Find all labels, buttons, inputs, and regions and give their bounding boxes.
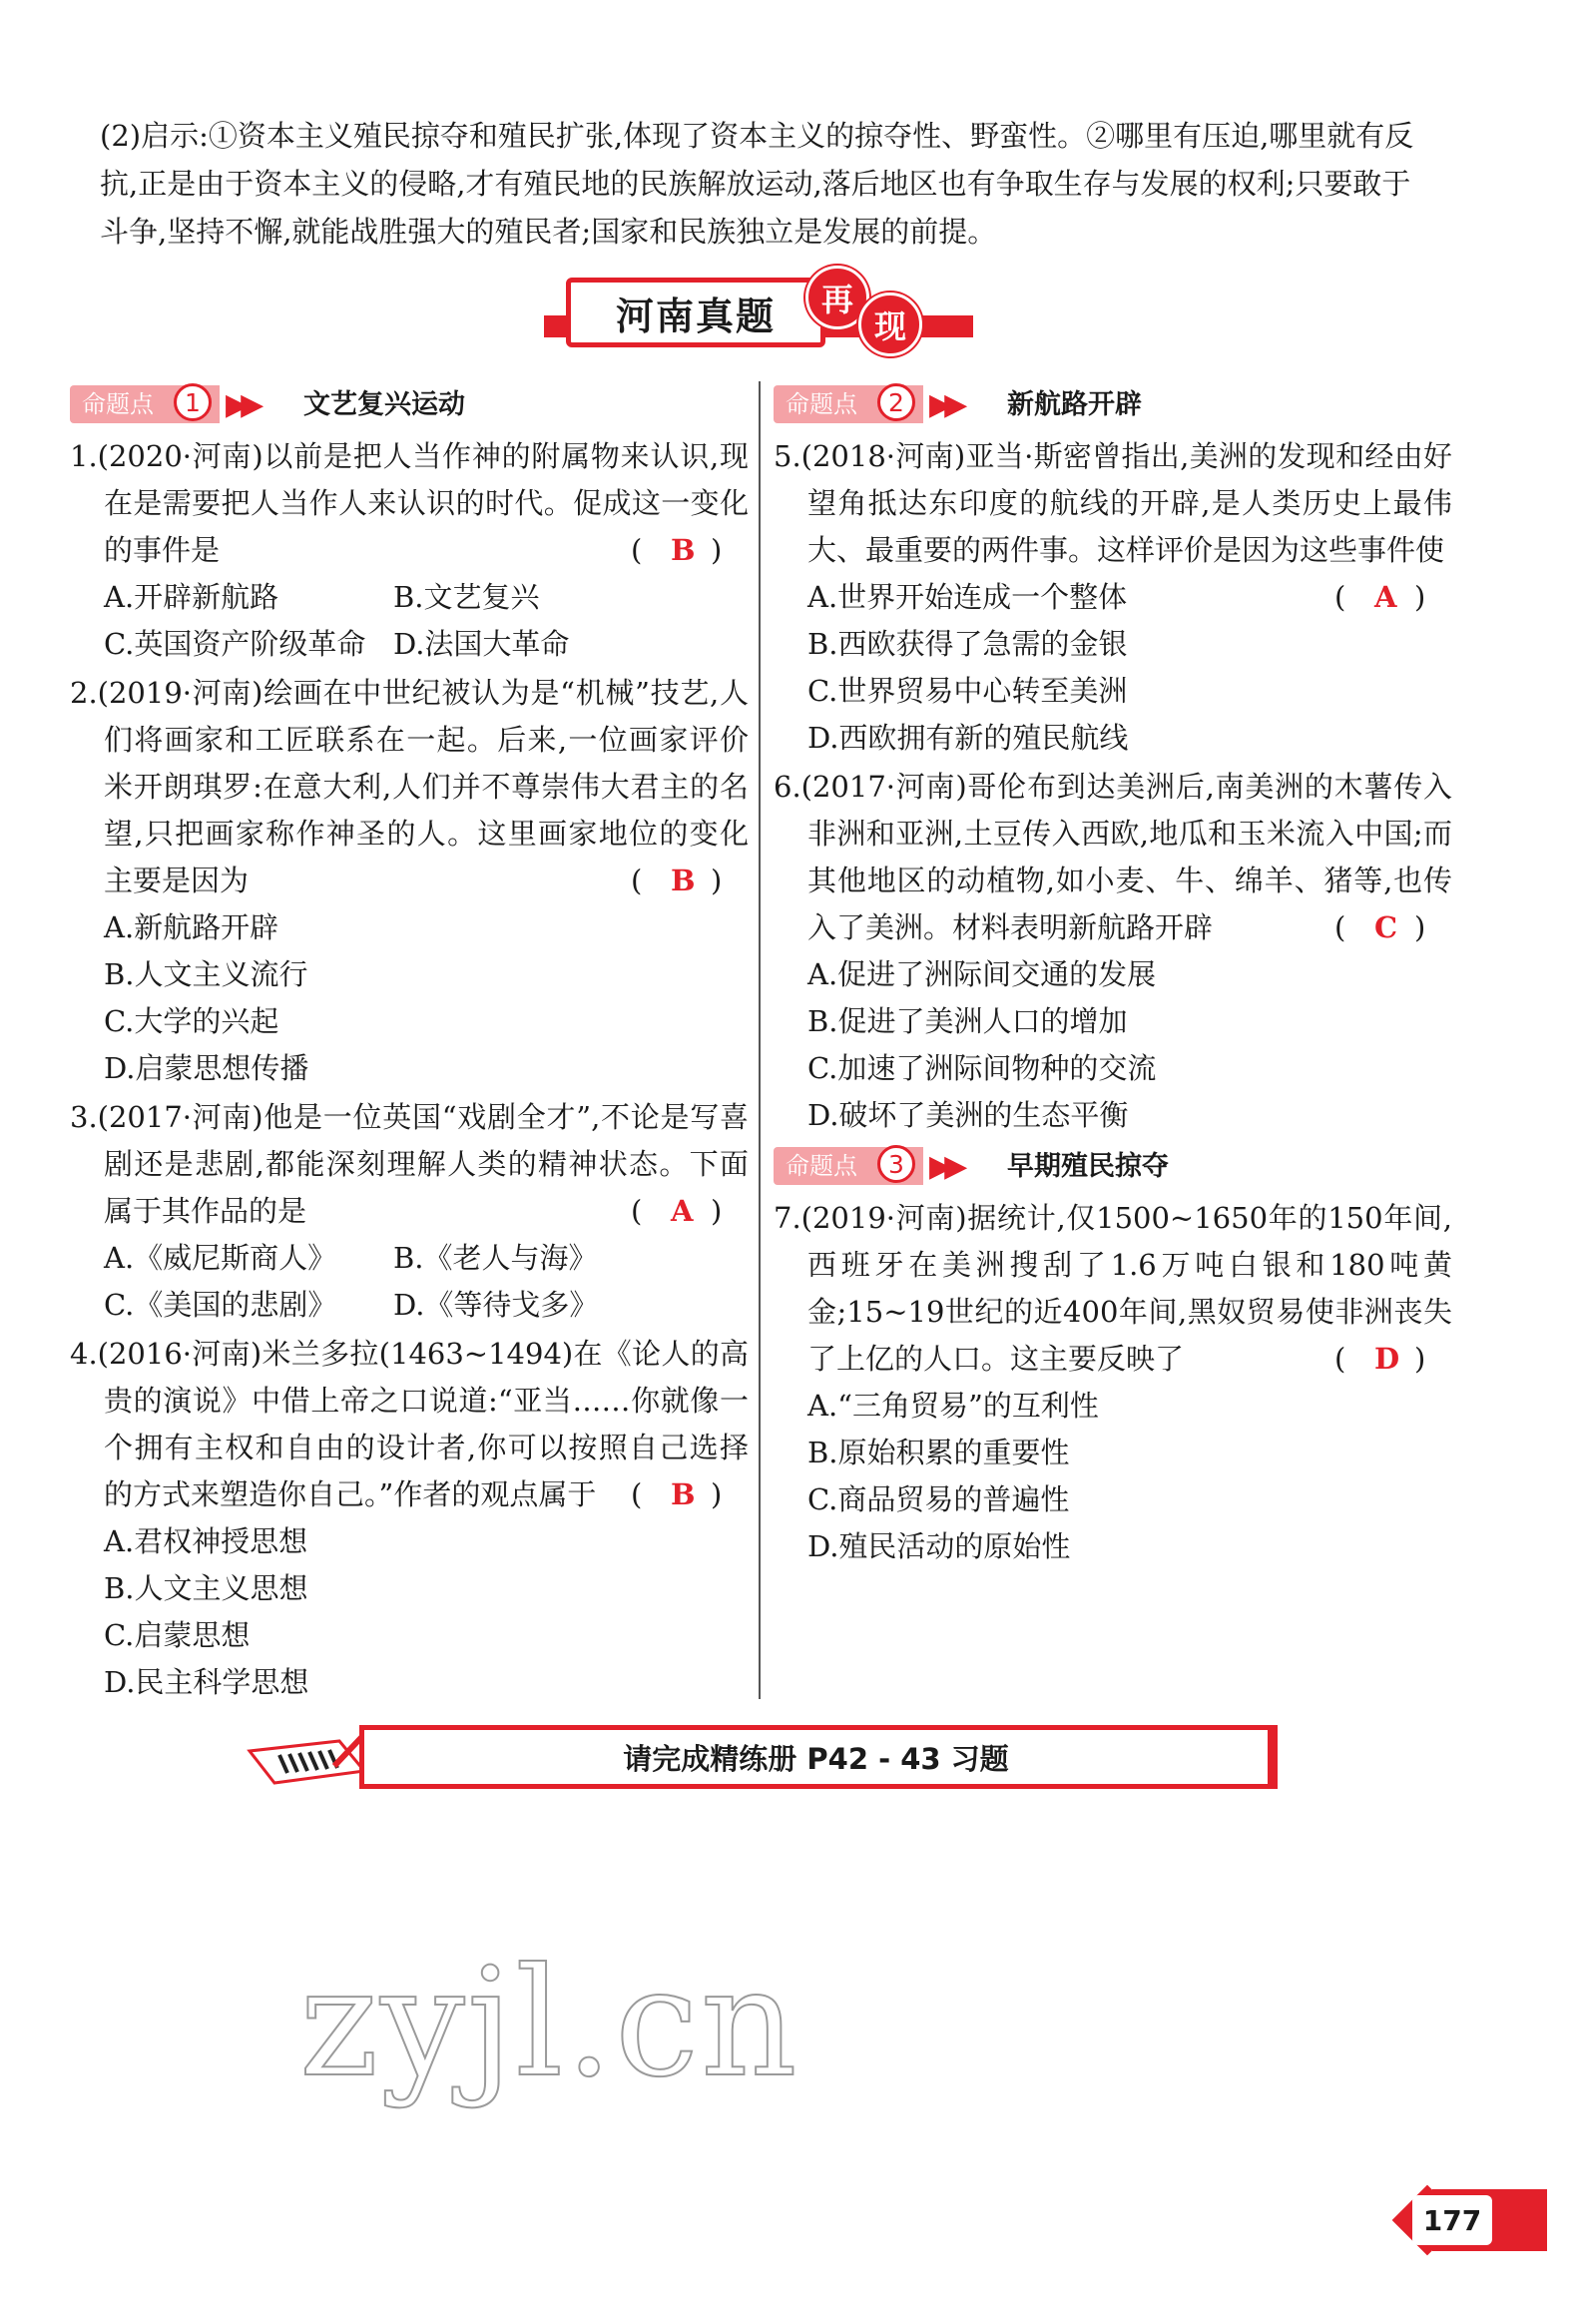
- option: D.民主科学思想: [104, 1665, 309, 1699]
- answer-slot: ( D ): [1334, 1342, 1426, 1376]
- kp-tag: [70, 385, 220, 423]
- option: A.世界开始连成一个整体: [807, 580, 1128, 614]
- kp-title: 文艺复兴运动: [303, 388, 465, 420]
- answer-slot: ( A ): [631, 1194, 723, 1228]
- option: C.《美国的悲剧》: [104, 1288, 337, 1322]
- page-number: 177: [1412, 2195, 1492, 2245]
- practice-reminder-text: 请完成精练册 P42 - 43 习题: [359, 1725, 1278, 1789]
- answer-slot: ( B ): [631, 864, 723, 897]
- banner-bubble: 再: [805, 266, 869, 329]
- option: A.促进了洲际间交通的发展: [807, 957, 1157, 991]
- knowledge-point-1: [70, 379, 749, 429]
- option: A.开辟新航路: [104, 580, 279, 614]
- practice-reminder: [240, 1721, 1278, 1791]
- question-7: [774, 1195, 1452, 1570]
- section-banner: [544, 258, 973, 357]
- option: D.《等待戈多》: [393, 1288, 599, 1322]
- question-stem: 6.(2017·河南)哥伦布到达美洲后,南美洲的木薯传入非洲和亚洲,土豆传入西欧,地瓜和玉米流入中国;而其他地区的动植物,如小麦、牛、绵羊、猪等,也传入了美洲。材料表明新航路开辟: [774, 770, 1452, 944]
- option: B.人文主义流行: [104, 957, 308, 991]
- question-stem: 4.(2016·河南)米兰多拉(1463~1494)在《论人的高贵的演说》中借上帝之口说道:“亚当……你就像一个拥有主权和自由的设计者,你可以按照自己选择的方式来塑造你自己。”作者的观点属于: [70, 1337, 749, 1511]
- question-4: [70, 1331, 749, 1706]
- kp-tag-label: 命题点: [786, 1151, 857, 1180]
- kp-number: 2: [877, 383, 915, 421]
- double-arrow-icon: ▶▶: [226, 386, 257, 422]
- option: D.启蒙思想传播: [104, 1051, 309, 1085]
- question-6: [774, 764, 1452, 1139]
- answer-slot: ( B ): [631, 1477, 723, 1511]
- option: C.英国资产阶级革命: [104, 627, 366, 661]
- option: D.破坏了美洲的生态平衡: [807, 1098, 1129, 1132]
- option: C.大学的兴起: [104, 1004, 279, 1038]
- option: B.《老人与海》: [393, 1241, 598, 1275]
- knowledge-point-2: [774, 379, 1452, 429]
- double-arrow-icon: ▶▶: [929, 1148, 960, 1184]
- notebook-pencil-icon: [240, 1721, 379, 1791]
- option: B.原始积累的重要性: [807, 1436, 1070, 1469]
- answer-slot: ( C ): [1334, 910, 1426, 944]
- kp-tag-label: 命题点: [82, 389, 154, 418]
- question-2: [70, 670, 749, 1092]
- question-stem: 7.(2019·河南)据统计,仅1500~1650年的150年间,西班牙在美洲搜刮了1.6万吨白银和180吨黄金;15~19世纪的近400年间,黑奴贸易使非洲丧失了上亿的人口。这主要反映了: [774, 1201, 1452, 1376]
- intro-line: 斗争,坚持不懈,就能战胜强大的殖民者;国家和民族独立是发展的前提。: [100, 215, 997, 249]
- watermark: zyjl.cn: [299, 1937, 799, 2110]
- question-3: [70, 1094, 749, 1329]
- left-column: [70, 379, 749, 1708]
- banner-title: 河南真题: [566, 278, 825, 347]
- kp-tag: [774, 385, 923, 423]
- kp-tag-label: 命题点: [786, 389, 857, 418]
- question-stem: 5.(2018·河南)亚当·斯密曾指出,美洲的发现和经由好望角抵达东印度的航线的开辟,是人类历史上最伟大、最重要的两件事。这样评价是因为这些事件使: [774, 439, 1452, 567]
- question-stem: 3.(2017·河南)他是一位英国“戏剧全才”,不论是写喜剧还是悲剧,都能深刻理解人类的精神状态。下面属于其作品的是: [70, 1100, 749, 1228]
- option: A.“三角贸易”的互利性: [807, 1389, 1099, 1423]
- option: A.君权神授思想: [104, 1524, 308, 1558]
- question-5: [774, 433, 1452, 762]
- option: B.人文主义思想: [104, 1571, 308, 1605]
- option: A.《威尼斯商人》: [104, 1241, 337, 1275]
- page-number-tab: [1372, 2189, 1552, 2251]
- knowledge-point-3: [774, 1141, 1452, 1191]
- kp-title: 新航路开辟: [1007, 388, 1142, 420]
- option: C.加速了洲际间物种的交流: [807, 1051, 1157, 1085]
- kp-number: 3: [877, 1145, 915, 1183]
- intro-line: (2)启示:①资本主义殖民掠夺和殖民扩张,体现了资本主义的掠夺性、野蛮性。②哪里有压迫,哪里就有反: [100, 119, 1414, 153]
- answer-slot: ( B ): [631, 533, 723, 567]
- kp-number: 1: [174, 383, 212, 421]
- option: A.新航路开辟: [104, 910, 279, 944]
- kp-title: 早期殖民掠夺: [1007, 1150, 1169, 1182]
- question-stem: 2.(2019·河南)绘画在中世纪被认为是“机械”技艺,人们将画家和工匠联系在一起。后来,一位画家评价米开朗琪罗:在意大利,人们并不尊崇伟大君主的名望,只把画家称作神圣的人。这里画家地位的变化主要是因为: [70, 676, 749, 897]
- option: D.殖民活动的原始性: [807, 1529, 1071, 1563]
- column-divider: [759, 381, 761, 1699]
- right-column: [774, 379, 1452, 1572]
- option: B.促进了美洲人口的增加: [807, 1004, 1128, 1038]
- kp-tag: [774, 1147, 923, 1185]
- intro-line: 抗,正是由于资本主义的侵略,才有殖民地的民族解放运动,落后地区也有争取生存与发展的权利;只要敢于: [100, 167, 1411, 201]
- option: D.法国大革命: [393, 627, 570, 661]
- option: C.启蒙思想: [104, 1618, 251, 1652]
- answer-slot: ( A ): [1334, 580, 1426, 614]
- option: B.西欧获得了急需的金银: [807, 627, 1128, 661]
- question-stem: 1.(2020·河南)以前是把人当作神的附属物来认识,现在是需要把人当作人来认识的时代。促成这一变化的事件是: [70, 439, 749, 567]
- intro-paragraph: [100, 112, 1437, 256]
- question-1: [70, 433, 749, 668]
- banner-bubble: 现: [858, 292, 922, 356]
- double-arrow-icon: ▶▶: [929, 386, 960, 422]
- option: C.世界贸易中心转至美洲: [807, 674, 1128, 708]
- option: D.西欧拥有新的殖民航线: [807, 721, 1129, 755]
- option: B.文艺复兴: [393, 580, 540, 614]
- option: C.商品贸易的普遍性: [807, 1482, 1070, 1516]
